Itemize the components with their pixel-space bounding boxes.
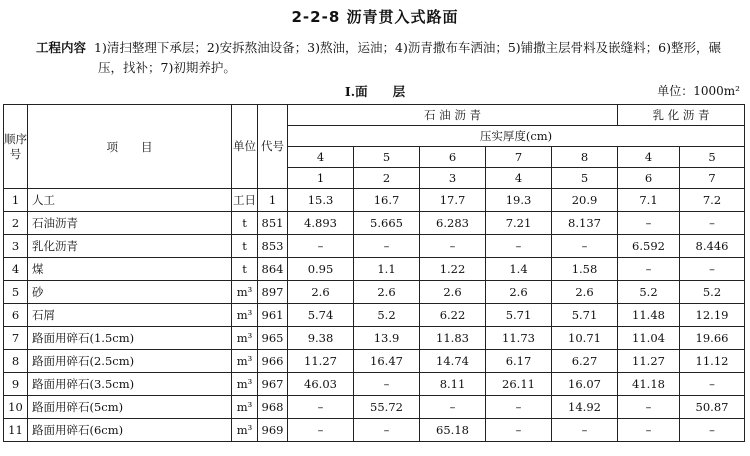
row-item: 路面用碎石(3.5cm) <box>28 373 232 396</box>
thickness-value: 5 <box>354 147 420 168</box>
row-code: 851 <box>258 212 288 235</box>
row-item: 石屑 <box>28 304 232 327</box>
thickness-value: 6 <box>420 147 486 168</box>
work-content-line2: 压，找补；7)初期养护。 <box>98 60 236 75</box>
row-value: – <box>552 419 618 442</box>
row-value: 1.1 <box>354 258 420 281</box>
table-row <box>4 212 745 235</box>
table-row <box>4 350 745 373</box>
row-unit: m³ <box>232 281 258 304</box>
row-value: 5.665 <box>354 212 420 235</box>
row-value: – <box>680 373 745 396</box>
row-value: – <box>354 373 420 396</box>
header-seq: 顺序号 <box>4 105 28 189</box>
row-value: 1.22 <box>420 258 486 281</box>
row-value: 2.6 <box>486 281 552 304</box>
column-number: 2 <box>354 168 420 189</box>
column-number: 7 <box>680 168 745 189</box>
row-value: 7.2 <box>680 189 745 212</box>
row-value: 16.47 <box>354 350 420 373</box>
header-unit: 单位 <box>232 105 258 189</box>
table-row <box>4 258 745 281</box>
table-row <box>4 419 745 442</box>
row-value: 5.2 <box>354 304 420 327</box>
row-unit: m³ <box>232 419 258 442</box>
row-value: 1.4 <box>486 258 552 281</box>
row-unit: m³ <box>232 350 258 373</box>
row-value: 11.73 <box>486 327 552 350</box>
work-content <box>36 38 742 78</box>
row-value: 4.893 <box>288 212 354 235</box>
thickness-value: 4 <box>618 147 680 168</box>
table-row <box>4 373 745 396</box>
row-value: 50.87 <box>680 396 745 419</box>
page-title: 2-2-8 沥青贯入式路面 <box>291 8 459 26</box>
row-value: 5.2 <box>618 281 680 304</box>
row-value: 6.17 <box>486 350 552 373</box>
row-value: – <box>354 419 420 442</box>
row-value: – <box>420 235 486 258</box>
row-unit: m³ <box>232 373 258 396</box>
table-row <box>4 396 745 419</box>
row-unit: m³ <box>232 327 258 350</box>
row-unit: t <box>232 258 258 281</box>
row-item: 人工 <box>28 189 232 212</box>
row-code: 968 <box>258 396 288 419</box>
column-number: 6 <box>618 168 680 189</box>
row-value: – <box>288 235 354 258</box>
column-number: 1 <box>288 168 354 189</box>
row-value: 14.74 <box>420 350 486 373</box>
row-value: 26.11 <box>486 373 552 396</box>
row-value: 20.9 <box>552 189 618 212</box>
row-value: 6.283 <box>420 212 486 235</box>
row-code: 1 <box>258 189 288 212</box>
row-item: 煤 <box>28 258 232 281</box>
row-unit: t <box>232 235 258 258</box>
row-code: 965 <box>258 327 288 350</box>
row-value: 11.27 <box>288 350 354 373</box>
row-value: 8.446 <box>680 235 745 258</box>
header-group-petroleum: 石 油 沥 青 <box>288 105 618 126</box>
row-value: 6.27 <box>552 350 618 373</box>
row-value: 11.48 <box>618 304 680 327</box>
thickness-value: 4 <box>288 147 354 168</box>
thickness-value: 5 <box>680 147 745 168</box>
row-value: 2.6 <box>552 281 618 304</box>
row-value: 14.92 <box>552 396 618 419</box>
row-item: 路面用碎石(6cm) <box>28 419 232 442</box>
row-seq: 7 <box>4 327 28 350</box>
row-unit: 工日 <box>232 189 258 212</box>
row-value: 5.2 <box>680 281 745 304</box>
table-row <box>4 304 745 327</box>
row-seq: 4 <box>4 258 28 281</box>
work-content-line1: 1)清扫整理下承层；2)安拆熬油设备；3)熬油，运油；4)沥青撒布车洒油；5)铺撒主层骨料及嵌缝料；6)整形，碾 <box>94 40 721 55</box>
row-seq: 8 <box>4 350 28 373</box>
row-value: 16.7 <box>354 189 420 212</box>
row-value: 15.3 <box>288 189 354 212</box>
row-value: 11.83 <box>420 327 486 350</box>
row-value: 11.04 <box>618 327 680 350</box>
row-value: – <box>618 258 680 281</box>
row-value: 7.1 <box>618 189 680 212</box>
row-value: – <box>552 235 618 258</box>
row-item: 路面用碎石(5cm) <box>28 396 232 419</box>
row-seq: 6 <box>4 304 28 327</box>
row-seq: 10 <box>4 396 28 419</box>
row-seq: 9 <box>4 373 28 396</box>
column-number: 5 <box>552 168 618 189</box>
row-unit: t <box>232 212 258 235</box>
table-row <box>4 327 745 350</box>
quota-table <box>3 104 745 442</box>
row-value: 2.6 <box>288 281 354 304</box>
header-thickness: 压实厚度(cm) <box>288 126 745 147</box>
thickness-value: 7 <box>486 147 552 168</box>
row-value: 12.19 <box>680 304 745 327</box>
row-value: 13.9 <box>354 327 420 350</box>
header-group-emulsified: 乳 化 沥 青 <box>618 105 745 126</box>
row-value: 1.58 <box>552 258 618 281</box>
row-unit: m³ <box>232 396 258 419</box>
row-value: 5.71 <box>552 304 618 327</box>
row-value: 8.137 <box>552 212 618 235</box>
row-value: – <box>486 419 552 442</box>
row-value: 2.6 <box>420 281 486 304</box>
row-seq: 3 <box>4 235 28 258</box>
row-item: 砂 <box>28 281 232 304</box>
header-code: 代号 <box>258 105 288 189</box>
row-value: 17.7 <box>420 189 486 212</box>
section-title: I.面 层 <box>344 84 406 99</box>
row-value: 16.07 <box>552 373 618 396</box>
row-value: 5.74 <box>288 304 354 327</box>
row-value: 19.3 <box>486 189 552 212</box>
row-code: 969 <box>258 419 288 442</box>
row-value: 7.21 <box>486 212 552 235</box>
row-value: 0.95 <box>288 258 354 281</box>
row-value: 46.03 <box>288 373 354 396</box>
row-value: – <box>618 212 680 235</box>
row-value: 9.38 <box>288 327 354 350</box>
column-number: 3 <box>420 168 486 189</box>
row-value: – <box>680 258 745 281</box>
row-code: 967 <box>258 373 288 396</box>
row-value: 11.27 <box>618 350 680 373</box>
unit-label: 单位：1000m² <box>657 84 740 98</box>
row-value: – <box>354 235 420 258</box>
table-row <box>4 235 745 258</box>
row-value: 2.6 <box>354 281 420 304</box>
row-value: 41.18 <box>618 373 680 396</box>
row-value: – <box>618 396 680 419</box>
row-item: 路面用碎石(2.5cm) <box>28 350 232 373</box>
header-item: 项 目 <box>28 105 232 189</box>
row-value: – <box>288 396 354 419</box>
row-seq: 11 <box>4 419 28 442</box>
row-value: 6.22 <box>420 304 486 327</box>
row-value: – <box>486 396 552 419</box>
row-value: 10.71 <box>552 327 618 350</box>
row-item: 路面用碎石(1.5cm) <box>28 327 232 350</box>
thickness-value: 8 <box>552 147 618 168</box>
row-value: 55.72 <box>354 396 420 419</box>
row-item: 石油沥青 <box>28 212 232 235</box>
row-value: 5.71 <box>486 304 552 327</box>
row-code: 966 <box>258 350 288 373</box>
row-seq: 5 <box>4 281 28 304</box>
row-value: – <box>680 419 745 442</box>
row-unit: m³ <box>232 304 258 327</box>
row-value: 19.66 <box>680 327 745 350</box>
column-number: 4 <box>486 168 552 189</box>
row-seq: 2 <box>4 212 28 235</box>
row-value: 8.11 <box>420 373 486 396</box>
row-code: 961 <box>258 304 288 327</box>
table-row <box>4 281 745 304</box>
work-content-label: 工程内容 <box>36 40 87 55</box>
row-seq: 1 <box>4 189 28 212</box>
row-value: – <box>618 419 680 442</box>
row-value: – <box>486 235 552 258</box>
row-code: 864 <box>258 258 288 281</box>
row-value: – <box>288 419 354 442</box>
row-value: 11.12 <box>680 350 745 373</box>
row-value: – <box>680 212 745 235</box>
row-code: 897 <box>258 281 288 304</box>
row-value: 65.18 <box>420 419 486 442</box>
row-code: 853 <box>258 235 288 258</box>
row-value: – <box>420 396 486 419</box>
row-value: 6.592 <box>618 235 680 258</box>
table-row <box>4 189 745 212</box>
row-item: 乳化沥青 <box>28 235 232 258</box>
